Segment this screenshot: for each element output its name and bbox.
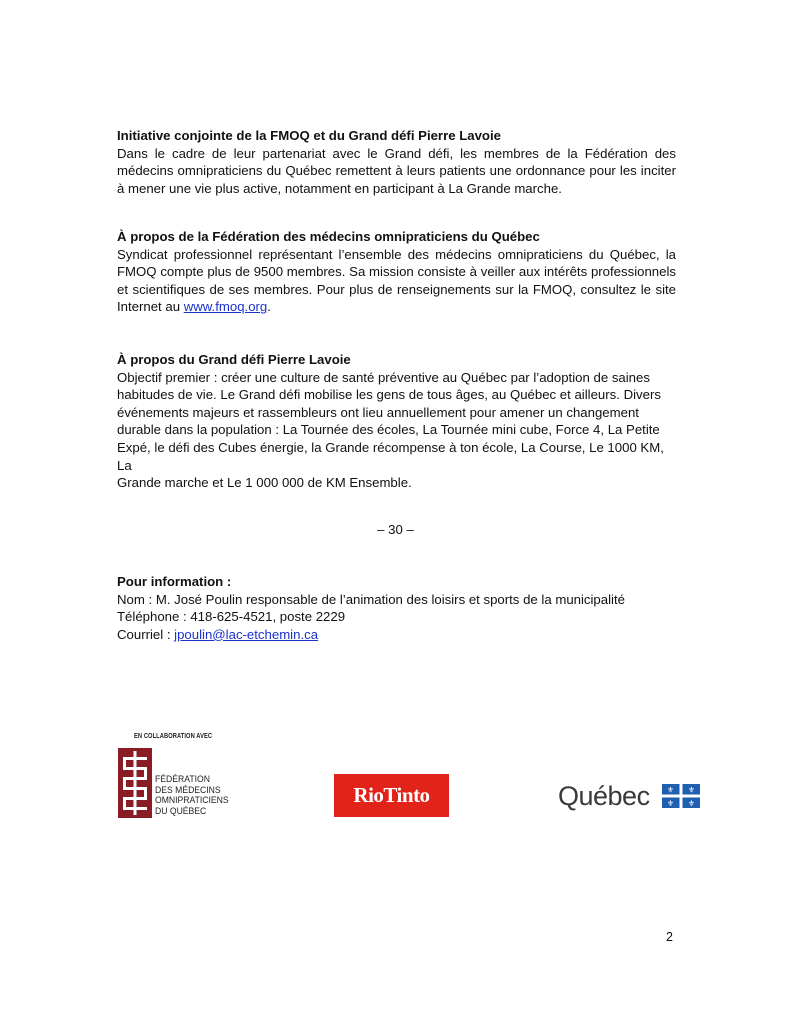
contact-heading: Pour information : xyxy=(117,574,232,589)
section-body: Dans le cadre de leur partenariat avec le Grand défi, les membres de la Fédération des médecins omnipraticiens du Québec remettent à leurs patients une ordonnance pour les inciter à mener une vie plus active, notamment en participant à La Grande marche. xyxy=(117,145,676,196)
contact-name: Nom : M. José Poulin responsable de l’animation des loisirs et sports de la municipalité xyxy=(117,591,625,607)
section-heading: Initiative conjointe de la FMOQ et du Grand défi Pierre Lavoie xyxy=(117,128,501,143)
section-body-text: Syndicat professionnel représentant l’ensemble des médecins omnipraticiens du Québec, la FMOQ compte plus de 9500 membres. Sa mission consiste à veiller aux intérêts professionnels et scientifiques de ses membres. Pour plus de renseignements sur la FMOQ, consultez le site Internet au xyxy=(117,246,676,315)
end-mark: – 30 – xyxy=(377,522,414,537)
section-heading: À propos du Grand défi Pierre Lavoie xyxy=(117,352,351,367)
svg-text:⚜: ⚜ xyxy=(666,785,675,795)
body-line: Grande marche et Le 1 000 000 de KM Ensemble. xyxy=(117,475,412,491)
fmoq-logo-line: DU QUÉBEC xyxy=(155,804,207,816)
riotinto-logo: RioTinto xyxy=(334,774,449,817)
body-line: Objectif premier : créer une culture de santé préventive au Québec par l’adoption de saines xyxy=(117,369,650,385)
fmoq-logo-text xyxy=(155,774,229,816)
section-about-fmoq xyxy=(117,228,676,316)
fmoq-emblem-logo xyxy=(118,748,152,818)
fmoq-logo-line: FÉDÉRATION xyxy=(155,773,210,784)
svg-text:⚜: ⚜ xyxy=(687,799,696,808)
body-line: Expé, le défi des Cubes énergie, la Grande récompense à ton école, La Course, Le 1000 KM, La xyxy=(117,439,664,473)
quebec-wordmark: Québec xyxy=(558,781,650,811)
fmoq-logo-line: DES MÉDECINS xyxy=(155,783,221,795)
page-number: 2 xyxy=(666,930,673,944)
quebec-flag-icon xyxy=(662,784,700,808)
svg-text:⚜: ⚜ xyxy=(666,799,675,808)
fmoq-logo-line: OMNIPRATICIENS xyxy=(155,794,229,806)
section-heading: À propos de la Fédération des médecins omnipraticiens du Québec xyxy=(117,229,540,244)
contact-section xyxy=(117,573,676,643)
body-line: événements majeurs et rassembleurs ont lieu annuellement pour amener un changement xyxy=(117,404,639,420)
section-body xyxy=(117,246,676,316)
contact-email-label: Courriel : xyxy=(117,626,175,642)
section-body-end: . xyxy=(267,299,271,315)
body-line: durable dans la population : La Tournée des écoles, La Tournée mini cube, Force 4, La Petite xyxy=(117,422,660,438)
body-line: habitudes de vie. Le Grand défi mobilise les gens de tous âges, au Québec et ailleurs. Divers xyxy=(117,387,661,403)
contact-email-line xyxy=(117,626,676,644)
contact-email-link[interactable]: jpoulin@lac-etchemin.ca xyxy=(174,626,319,642)
section-about-grand-defi xyxy=(117,351,676,492)
contact-phone: Téléphone : 418-625-4521, poste 2229 xyxy=(117,609,346,625)
section-fmoq-initiative xyxy=(117,127,676,197)
collaboration-caption: EN COLLABORATION AVEC xyxy=(134,733,213,740)
svg-text:⚜: ⚜ xyxy=(687,785,696,795)
fmoq-website-link[interactable]: www.fmoq.org xyxy=(183,299,268,315)
